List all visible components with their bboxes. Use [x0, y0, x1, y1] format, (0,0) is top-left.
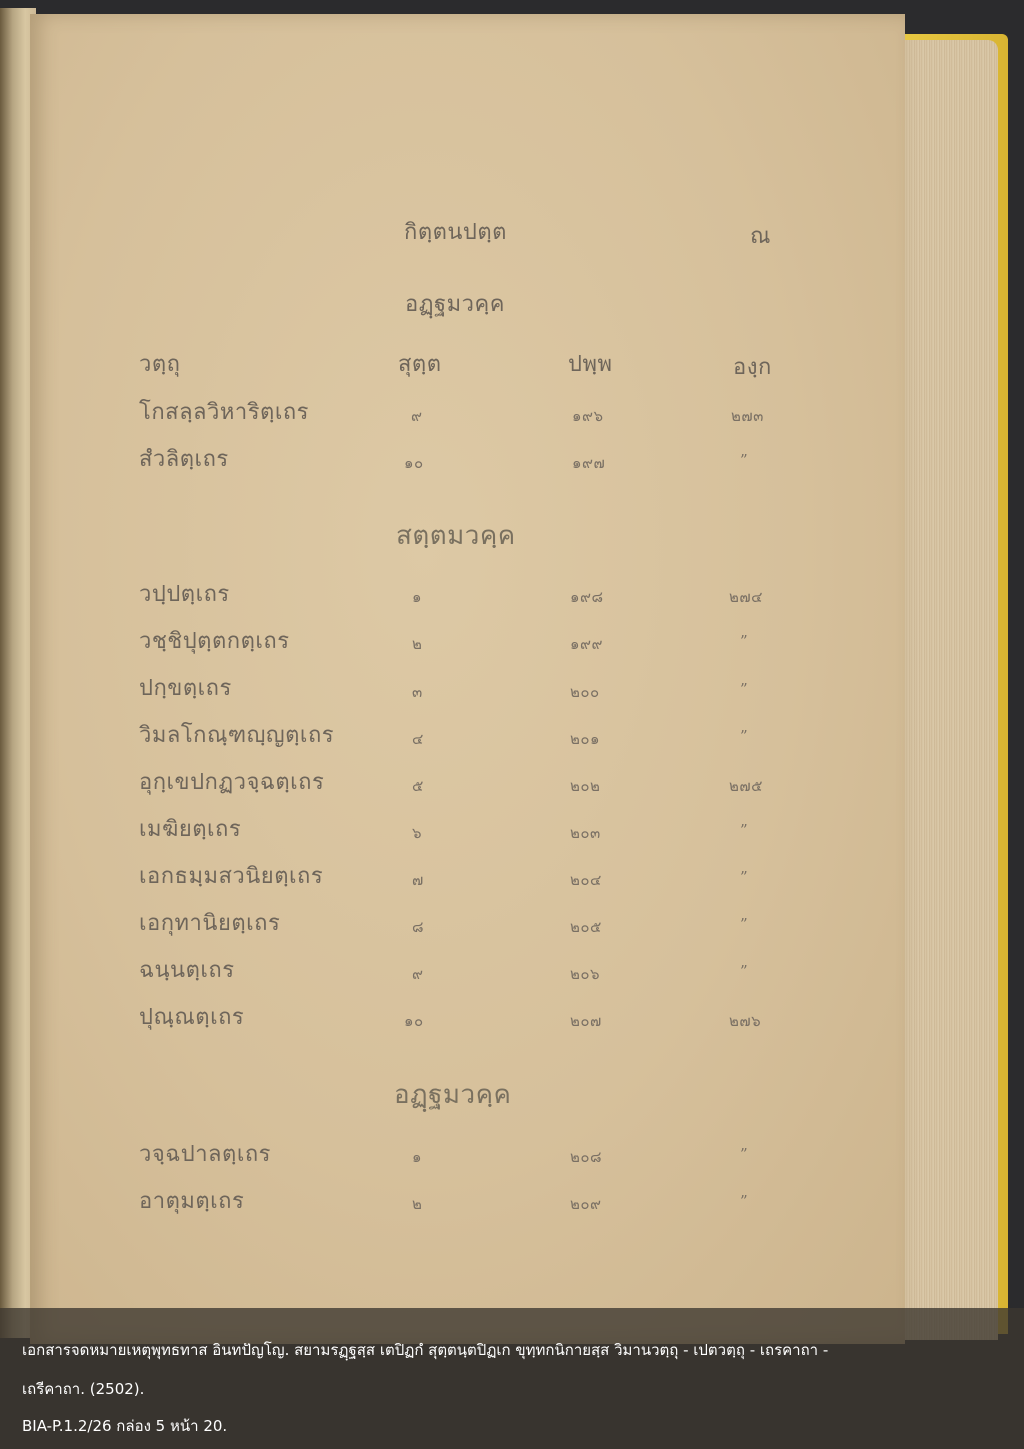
row-anka: ”: [740, 915, 749, 933]
row-name: วปฺปตฺเถร: [139, 582, 230, 607]
row-name: ปุณฺณตฺเถร: [139, 1005, 245, 1030]
column-header-sutta: สุตฺต: [398, 352, 442, 377]
row-pabba: ๒๐๖: [570, 965, 601, 983]
row-sutta: ๑๐: [404, 454, 424, 472]
row-sutta: ๔: [412, 730, 424, 748]
row-pabba: ๒๐๐: [570, 683, 600, 701]
row-sutta: ๘: [412, 918, 425, 936]
row-anka: ๒๗๖: [729, 1012, 762, 1030]
page-marker: ณ: [750, 224, 771, 249]
row-pabba: ๒๐๙: [570, 1195, 602, 1213]
row-pabba: ๒๐๓: [570, 824, 601, 842]
row-sutta: ๑๐: [404, 1012, 424, 1030]
row-name: ปกฺขตฺเถร: [139, 676, 232, 701]
row-pabba: ๑๙๖: [572, 407, 604, 425]
row-name: เอกุทานิยตฺเถร: [139, 911, 281, 936]
row-pabba: ๒๐๔: [570, 871, 602, 889]
row-pabba: ๒๐๒: [570, 777, 601, 795]
column-header-pabba: ปพฺพ: [568, 352, 613, 377]
row-sutta: ๖: [412, 824, 423, 842]
row-name: วิมลโกณฺฑญฺญตฺเถร: [139, 723, 335, 748]
row-anka: ”: [740, 962, 749, 980]
section-title-3: อฏฺฐมวคฺค: [394, 1080, 512, 1110]
row-pabba: ๑๙๙: [570, 635, 603, 653]
column-header-anka: องฺก: [733, 355, 772, 380]
row-pabba: ๒๐๕: [570, 918, 602, 936]
row-anka: ”: [740, 868, 749, 886]
row-anka: ๒๗๔: [729, 588, 764, 606]
caption-line-2: เถรีคาถา. (2502).: [22, 1380, 145, 1398]
row-sutta: ๗: [412, 871, 424, 889]
section-title-2: สตฺตมวคฺค: [396, 521, 516, 551]
page-title: กิตฺตนปตฺต: [404, 220, 507, 245]
row-pabba: ๒๐๑: [570, 730, 601, 748]
row-anka: ”: [740, 451, 749, 469]
row-sutta: ๙: [411, 407, 423, 425]
row-pabba: ๑๙๗: [572, 454, 606, 472]
row-anka: ”: [740, 1192, 749, 1210]
row-sutta: ๑: [412, 588, 423, 606]
row-name: อุกฺเขปกฏวจฺฉตฺเถร: [139, 770, 325, 795]
row-pabba: ๒๐๘: [570, 1148, 603, 1166]
row-name: สํวลิตฺเถร: [139, 447, 229, 472]
row-anka: ”: [740, 632, 749, 650]
row-pabba: ๒๐๗: [570, 1012, 602, 1030]
caption-line-1: เอกสารจดหมายเหตุพุทธทาส อินทปัญโญ. สยามรฏฺฐสฺส เตปิฏกํ สุตฺตนฺตปิฏเก ขุทฺทกนิกายสฺส วิมานวตฺถุ - เปตวตฺถุ - เถรคาถา -: [22, 1341, 829, 1359]
row-sutta: ๓: [412, 683, 423, 701]
row-anka: ”: [740, 727, 749, 745]
row-name: ฉนฺนตฺเถร: [139, 958, 235, 983]
row-sutta: ๙: [412, 965, 424, 983]
row-name: วชฺชิปุตฺตกตฺเถร: [139, 629, 290, 654]
row-sutta: ๕: [412, 777, 424, 795]
caption-line-3: BIA-P.1.2/26 กล่อง 5 หน้า 20.: [22, 1417, 228, 1435]
row-pabba: ๑๙๘: [570, 588, 604, 606]
row-anka: ”: [740, 680, 749, 698]
row-name: วจฺฉปาลตฺเถร: [139, 1142, 271, 1167]
row-name: อาตุมตฺเถร: [139, 1189, 245, 1214]
row-sutta: ๑: [412, 1148, 423, 1166]
row-anka: ๒๗๓: [731, 407, 764, 425]
row-anka: ”: [740, 821, 749, 839]
section-title-1: อฏฺฐมวคฺค: [405, 292, 505, 317]
row-name: โกสลฺลวิหาริตฺเถร: [139, 400, 309, 425]
row-anka: ๒๗๕: [729, 777, 764, 795]
row-sutta: ๒: [412, 1195, 423, 1213]
column-header-vatthu: วตฺถุ: [139, 352, 181, 377]
row-sutta: ๒: [412, 635, 423, 653]
row-name: เมฆิยตฺเถร: [139, 817, 242, 842]
row-name: เอกธมฺมสวนิยตฺเถร: [139, 864, 324, 889]
caption-bar: [0, 1308, 1024, 1449]
row-anka: ”: [740, 1145, 749, 1163]
